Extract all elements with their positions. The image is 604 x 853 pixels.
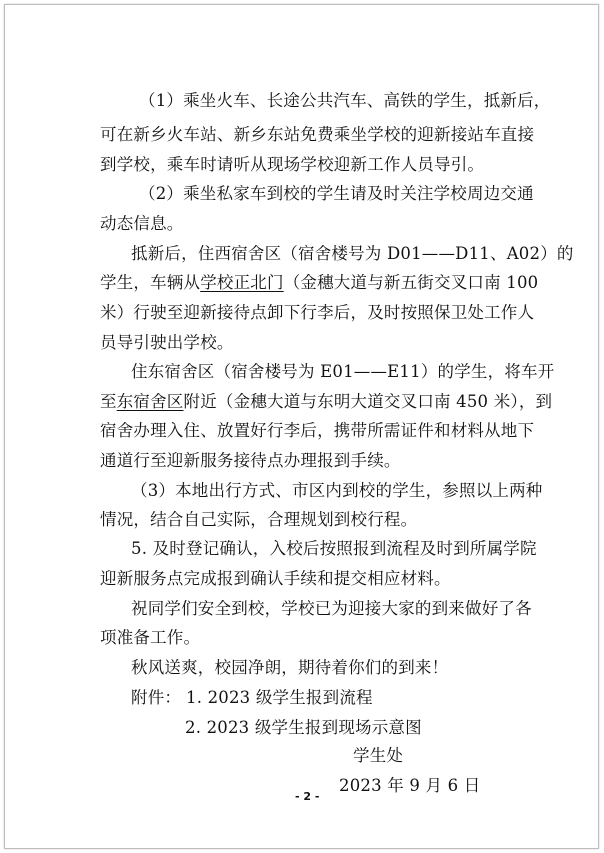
paragraph-4-line-2: [100, 390, 552, 414]
closing-line: 秋风送爽，校园净朗，期待着你们的到来！: [131, 658, 449, 677]
paragraph-3-line-2: [100, 271, 538, 295]
paragraph-3-line-2-start: 学生，车辆从: [100, 273, 201, 292]
paragraph-4-line-3: 宿舍办理入住、放置好行李后，携带所需证件和材料从地下: [100, 421, 535, 440]
east-dorm-underlined: 东宿舍区: [116, 392, 184, 411]
signature-office: 学生处: [353, 746, 404, 765]
north-gate-underlined: 学校正北门: [200, 273, 284, 292]
paragraph-1-line-3: 到学校，乘车时请听从现场学校迎新工作人员导引。: [100, 155, 485, 174]
attachments-label: 附件：: [131, 688, 182, 707]
paragraph-3-line-1: 抵新后，住西宿舍区（宿舍楼号为 D01——D11、A02）的: [131, 244, 574, 263]
paragraph-2-line-1: （2）乘坐私家车到校的学生请及时关注学校周边交通: [139, 184, 534, 203]
paragraph-7-line-2: 项准备工作。: [100, 628, 201, 647]
paragraph-3-line-4: 员导引驶出学校。: [100, 333, 234, 352]
paragraph-4-line-4: 通道行至迎新服务接待点办理报到手续。: [100, 451, 401, 470]
paragraph-6-line-2: 迎新服务点完成报到确认手续和提交相应材料。: [100, 569, 451, 588]
paragraph-3-line-3: 米）行驶至迎新接待点卸下行李后，及时按照保卫处工作人: [100, 303, 535, 322]
paragraph-5-line-2: 情况，结合自己实际，合理规划到校行程。: [100, 510, 418, 529]
paragraph-4-line-2-start: 至: [100, 392, 117, 411]
paragraph-1-line-1: （1）乘坐火车、长途公共汽车、高铁的学生，抵新后，: [139, 91, 551, 110]
attachment-item-1: 1. 2023 级学生报到流程: [186, 688, 373, 707]
paragraph-7-line-1: 祝同学们安全到校，学校已为迎接大家的到来做好了各: [131, 599, 532, 618]
signature-date: 2023 年 9 月 6 日: [339, 776, 481, 795]
document-page: [4, 4, 599, 849]
paragraph-1-line-2: 可在新乡火车站、新乡东站免费乘坐学校的迎新接站车直接: [100, 125, 535, 144]
paragraph-4-line-2-end: 附近（金穗大道与东明大道交叉口南 450 米），到: [183, 392, 553, 411]
paragraph-6-line-1: 5. 及时登记确认，入校后按照报到流程及时到所属学院: [131, 539, 537, 558]
paragraph-3-line-2-end: （金穗大道与新五街交叉口南 100: [283, 273, 539, 292]
paragraph-4-line-1: 住东宿舍区（宿舍楼号为 E01——E11）的学生，将车开: [131, 362, 555, 381]
paragraph-2-line-2: 动态信息。: [100, 214, 184, 233]
paragraph-5-line-1: （3）本地出行方式、市区内到校的学生，参照以上两种: [131, 481, 543, 500]
attachment-item-2: 2. 2023 级学生报到现场示意图: [185, 718, 422, 737]
page-number: - 2 -: [295, 790, 320, 803]
